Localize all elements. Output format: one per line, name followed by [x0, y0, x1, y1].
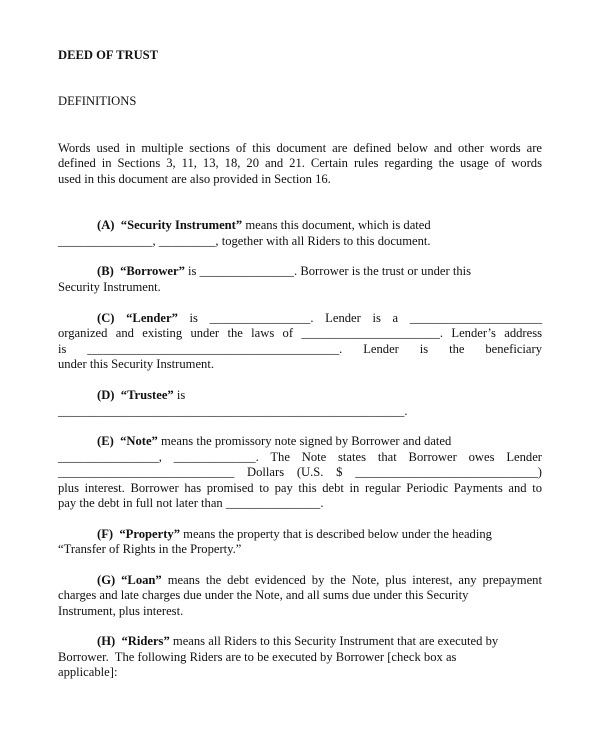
document-line	[58, 603, 183, 619]
defined-term: (H) “Riders”	[97, 634, 170, 648]
line-text: Security Instrument.	[58, 280, 161, 294]
defined-term: (G) “Loan”	[97, 573, 162, 587]
line-text: is ________________. Lender is a _____________________	[177, 311, 542, 325]
line-text: Borrower. The following Riders are to be executed by Borrower [check box as	[58, 650, 457, 664]
line-text: “Transfer of Rights in the Property.”	[58, 542, 242, 556]
line-text: Words used in multiple sections of this document are defined below and other words are	[58, 141, 542, 155]
document-line	[58, 341, 542, 357]
defined-term: (C) “Lender”	[97, 311, 178, 325]
document-line	[58, 464, 542, 480]
line-text: means the promissory note signed by Borrower and dated	[157, 434, 452, 448]
line-text: _______________, _________, together with all Riders to this document.	[58, 234, 431, 248]
line-text: ________________, _____________. The Note states that Borrower owes Lender	[58, 450, 542, 464]
document-line	[58, 356, 214, 372]
line-text: used in this document are also provided in Section 16.	[58, 172, 331, 186]
line-text: means all Riders to this Security Instrument that are executed by	[169, 634, 499, 648]
line-text: is	[173, 388, 186, 402]
line-text: pay the debt in full not later than _______________.	[58, 496, 324, 510]
line-text: means this document, which is dated	[242, 218, 431, 232]
document-title: DEED OF TRUST	[58, 48, 159, 62]
document-line	[97, 263, 471, 279]
line-text: Instrument, plus interest.	[58, 604, 184, 618]
document-line	[58, 480, 542, 496]
document-line	[97, 387, 185, 403]
document-line	[58, 155, 542, 171]
document-line	[58, 649, 456, 665]
line-text: ____________________________ Dollars (U.S. $ _____________________________)	[58, 465, 542, 479]
line-text: is _______________. Borrower is the trust or under this	[184, 264, 472, 278]
section-heading: DEFINITIONS	[58, 94, 137, 108]
document-line	[97, 310, 542, 326]
defined-term: (D) “Trustee”	[97, 388, 174, 402]
defined-term: (E) “Note”	[97, 434, 158, 448]
defined-term: (F) “Property”	[97, 527, 180, 541]
line-text: charges and late charges due under the Note, and all sums due under this Security	[58, 588, 469, 602]
line-text: _______________________________________________________.	[58, 404, 408, 418]
document-line	[58, 140, 542, 156]
line-text: under this Security Instrument.	[58, 357, 214, 371]
document-line	[58, 279, 161, 295]
document-line	[58, 495, 323, 511]
document-line	[58, 403, 407, 419]
line-text: defined in Sections 3, 11, 13, 18, 20 and 21. Certain rules regarding the usage of words	[58, 156, 542, 170]
document-line	[97, 433, 451, 449]
document-line	[58, 233, 431, 249]
document-line	[58, 449, 542, 465]
document-line	[97, 526, 492, 542]
defined-term: (B) “Borrower”	[97, 264, 185, 278]
document-line	[58, 664, 117, 680]
line-text: applicable]:	[58, 665, 118, 679]
line-text: means the property that is described below under the heading	[180, 527, 492, 541]
document-line	[58, 587, 468, 603]
defined-term: (A) “Security Instrument”	[97, 218, 243, 232]
document-line	[58, 541, 241, 557]
line-text: means the debt evidenced by the Note, plus interest, any prepayment	[161, 573, 542, 587]
document-line	[97, 633, 498, 649]
document-line	[58, 325, 542, 341]
line-text: plus interest. Borrower has promised to pay this debt in regular Periodic Payments and to	[58, 481, 542, 495]
document-line	[97, 572, 542, 588]
document-line	[97, 217, 431, 233]
line-text: is ________________________________________. Lender is the beneficiary	[58, 342, 542, 356]
document-line	[58, 171, 331, 187]
line-text: organized and existing under the laws of ______________________. Lender’s address	[58, 326, 542, 340]
